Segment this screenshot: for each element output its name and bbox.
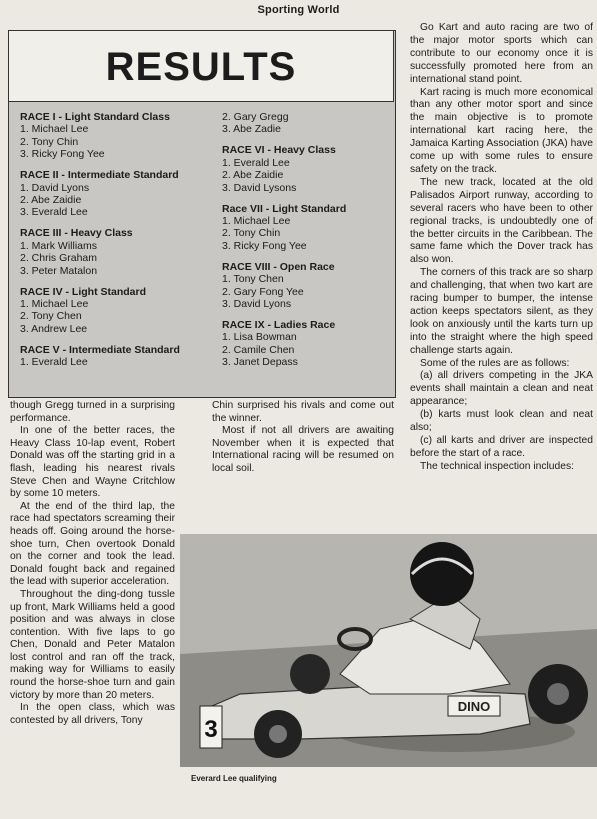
- race-result: 1. Tony Chen: [222, 273, 284, 286]
- race-result: 2. Abe Zaidie: [222, 169, 284, 182]
- race-block: [222, 203, 392, 253]
- race-title: RACE VIII - Open Race: [222, 260, 335, 273]
- race-result: 2. Gary Gregg: [222, 111, 289, 123]
- race-title: RACE V - Intermediate Standard: [20, 343, 180, 356]
- race-result: 2. Tony Chin: [222, 227, 281, 240]
- article-paragraph: Chin surprised his rivals and come out the winner.: [212, 400, 394, 424]
- race-result: 1. Everald Lee: [20, 356, 88, 369]
- article-paragraph: In the open class, which was contested by all drivers, Tony: [10, 702, 175, 726]
- article-paragraph: (a) all drivers competing in the JKA events shall maintain a clean and neat appearance;: [410, 370, 593, 408]
- race-result: 2. Tony Chen: [20, 310, 82, 323]
- article-paragraph: Most if not all drivers are awaiting November when it is expected that International racing will be resumed on local soil.: [212, 425, 394, 474]
- kart-number: 3: [204, 716, 218, 743]
- article-paragraph: In one of the better races, the Heavy Class 10-lap event, Robert Donald was off the starting grid in a flash, leading his nearest rivals Steve Chen and Wayne Critchlow by some 10 meters.: [10, 425, 175, 500]
- article-paragraph: At the end of the third lap, the race had spectators screaming their heads off. Going around the horse-shoe turn, Chen overtook Donald on the corner and took the lead. Donald fought back and regained the lead with superior acceleration.: [10, 500, 175, 588]
- article-paragraph: though Gregg turned in a surprising performance.: [10, 400, 175, 424]
- photo-caption: Everard Lee qualifying: [191, 774, 277, 783]
- race-title: RACE VI - Heavy Class: [222, 144, 336, 157]
- article-left-column: [10, 400, 175, 727]
- article-paragraph: The technical inspection includes:: [420, 460, 574, 472]
- race-result: 3. David Lyons: [222, 298, 292, 311]
- race-result: 1. Lisa Bowman: [222, 331, 297, 344]
- article-paragraph: Kart racing is much more economical than any other motor sport and since the main objective is to promote international kart racing here, the Jamaica Karting Association (JKA) have come up with some rules to ensure safety on the track.: [410, 86, 593, 175]
- race-block: [222, 144, 392, 194]
- race-block: [20, 227, 205, 277]
- race-block: [20, 344, 205, 369]
- race-result: 3. Peter Matalon: [20, 264, 98, 277]
- race-result: 2. Gary Fong Yee: [222, 285, 304, 298]
- race-block: [222, 111, 392, 136]
- race-result: 1. Everald Lee: [222, 156, 290, 169]
- article-middle-column: [212, 400, 394, 476]
- race-block: [222, 319, 392, 369]
- race-result: 1. Michael Lee: [222, 215, 291, 228]
- section-header: Sporting World: [257, 4, 340, 16]
- article-paragraph: Go Kart and auto racing are two of the major motor sports which can contribute to our economy once it is successfully promoted here from an international stand point.: [410, 22, 593, 85]
- kart-photo: [180, 534, 597, 767]
- race-block: [222, 261, 392, 311]
- race-title: RACE IX - Ladies Race: [222, 319, 336, 332]
- article-paragraph: Some of the rules are as follows:: [420, 357, 570, 369]
- race-block: [20, 169, 205, 219]
- race-result: 3. Ricky Fong Yee: [222, 239, 307, 252]
- article-paragraph: The corners of this track are so sharp and challenging, that when two kart are racing bumper to bumper, the intense action keeps spectators silent, as they look on anxiously until the karts turn up into the straight where the high speed challenge starts again.: [410, 267, 593, 356]
- article-paragraph: The new track, located at the old Palisados Airport runway, according to several racers who have been to other regional tracks, is undoubtedly one of the better circuits in the Caribbean. The same fame which the Dover track has also won.: [410, 176, 593, 266]
- kart-brand: DINO: [457, 699, 491, 714]
- article-paragraph: (c) all karts and driver are inspected before the start of a race.: [410, 435, 593, 459]
- race-result: 3. Abe Zadie: [222, 123, 281, 136]
- results-title-box: [8, 30, 394, 102]
- race-result: 1. Mark Williams: [20, 239, 98, 252]
- race-title: RACE IV - Light Standard: [20, 285, 146, 298]
- race-result: 1. Michael Lee: [20, 298, 89, 311]
- race-result: 2. Abe Zaidie: [20, 194, 82, 207]
- article-paragraph: Throughout the ding-dong tussle up front, Mark Williams held a good position and was always in close contention. With five laps to go Chen, Donald and Peter Matalon lost control and ran off the track, making way for Williams to easily round the horse-shoe turn and gain victory by more than 20 meters.: [10, 588, 175, 701]
- race-block: [20, 286, 205, 336]
- race-result: 3. Janet Depass: [222, 356, 298, 369]
- race-result: 2. Camile Chen: [222, 343, 295, 356]
- race-result: 1. Michael Lee: [20, 123, 89, 136]
- article-right-column: [410, 22, 593, 474]
- race-title: RACE III - Heavy Class: [20, 227, 133, 240]
- results-title: RESULTS: [105, 45, 297, 89]
- race-title: RACE I - Light Standard Class: [20, 111, 170, 123]
- race-result: 1. David Lyons: [20, 181, 90, 194]
- results-right-column: [222, 111, 392, 377]
- race-result: 3. Ricky Fong Yee: [20, 148, 105, 161]
- race-title: Race VII - Light Standard: [222, 202, 347, 215]
- race-result: 2. Chris Graham: [20, 252, 98, 265]
- article-paragraph: (b) karts must look clean and neat also;: [410, 409, 593, 434]
- race-result: 3. Andrew Lee: [20, 322, 88, 335]
- race-result: 3. David Lysons: [222, 181, 297, 194]
- race-result: 2. Tony Chin: [20, 135, 79, 148]
- kart-photo-illustration: [180, 534, 597, 767]
- race-block: [20, 111, 205, 161]
- results-left-column: [20, 111, 205, 377]
- race-result: 3. Everald Lee: [20, 206, 88, 219]
- race-title: RACE II - Intermediate Standard: [20, 169, 179, 182]
